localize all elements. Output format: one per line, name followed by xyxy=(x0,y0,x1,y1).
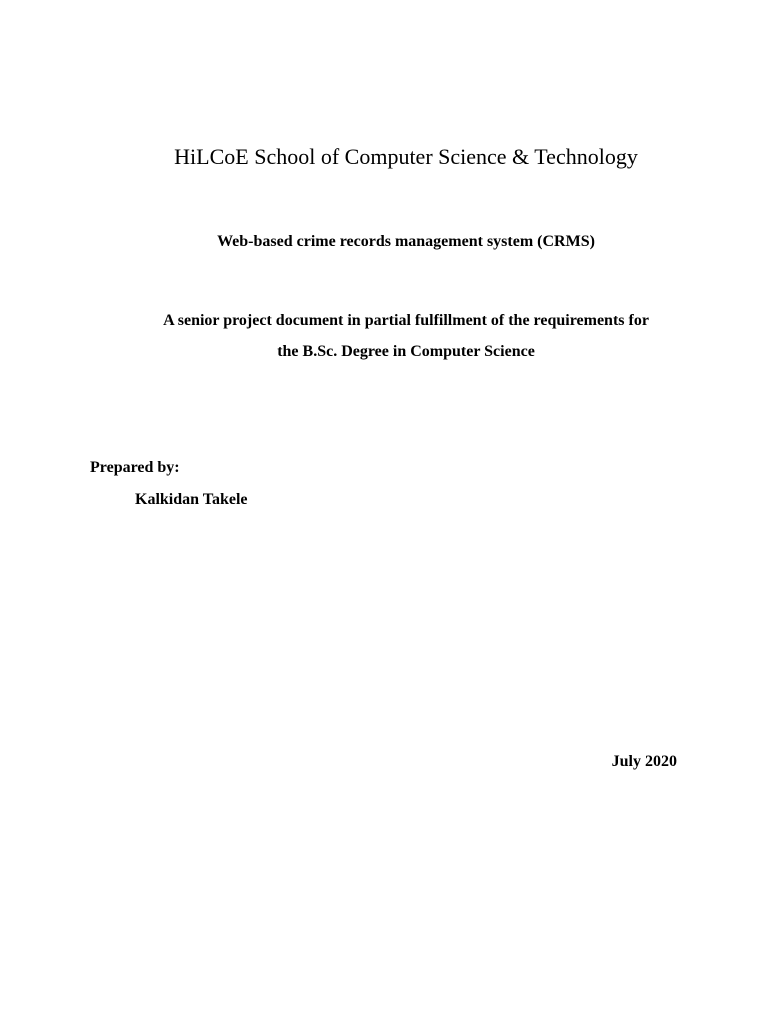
document-date: July 2020 xyxy=(611,753,677,770)
prepared-by-label: Prepared by: xyxy=(90,459,180,476)
project-title: Web-based crime records management system (CRMS) xyxy=(217,233,595,250)
purpose-statement-line-2: the B.Sc. Degree in Computer Science xyxy=(277,343,535,360)
author-name: Kalkidan Takele xyxy=(135,491,248,508)
purpose-statement-line-1: A senior project document in partial fulfillment of the requirements for xyxy=(163,312,649,329)
institution-title: HiLCoE School of Computer Science & Technology xyxy=(174,144,638,169)
